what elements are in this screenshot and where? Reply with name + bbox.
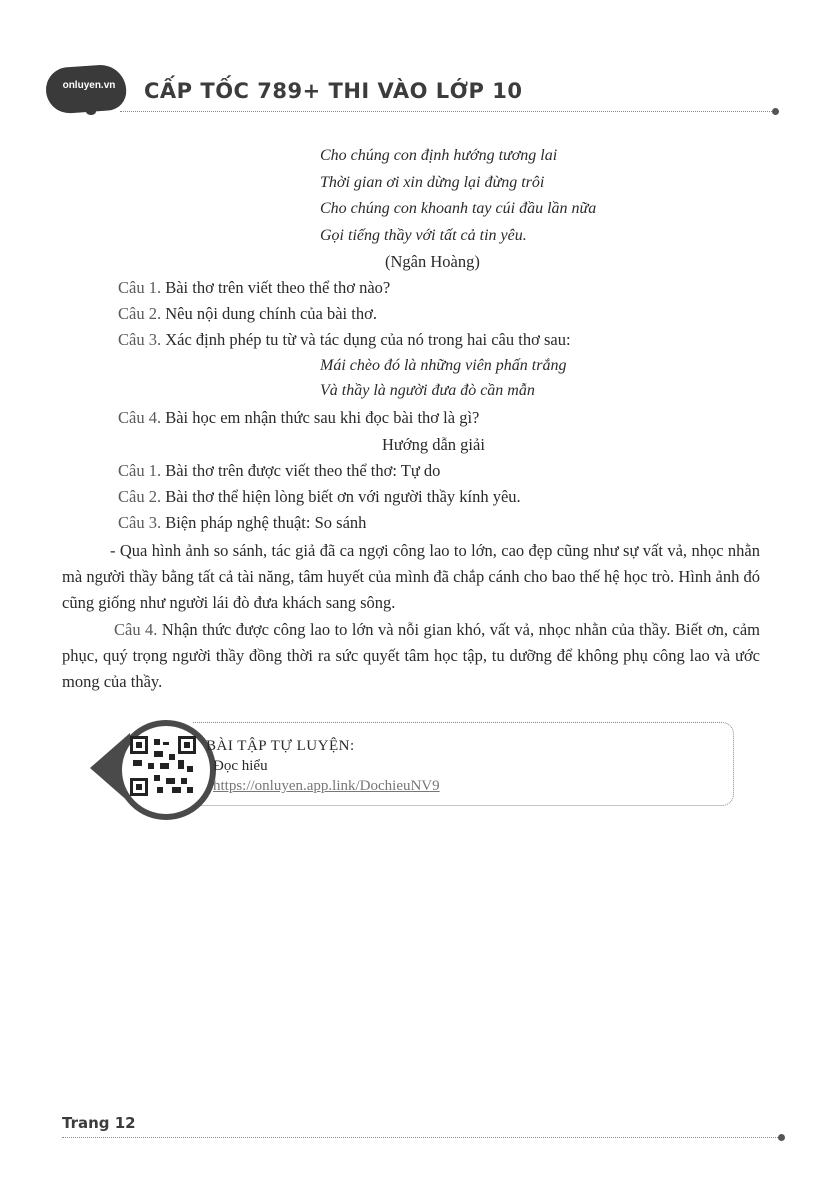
book-title: CẤP TỐC 789+ THI VÀO LỚP 10 — [144, 79, 523, 103]
answer-text: Biện pháp nghệ thuật: So sánh — [165, 513, 367, 532]
answer-3-explanation: - Qua hình ảnh so sánh, tác giả đã ca ngợi công lao to lớn, cao đẹp cũng như sự vất vả, nhọc nhằn mà người thầy bằng tất cả tài năng, tâm huyết của mình đã chắp cánh cho bao thế hệ học trò. Hình ảnh đó cũng giống như người lái đò đưa khách sang sông. — [62, 541, 760, 612]
practice-title: BÀI TẬP TỰ LUYỆN: — [206, 738, 355, 754]
practice-link[interactable]: https://onluyen.app.link/DochieuNV9 — [213, 778, 440, 794]
answer-label: Câu 2. — [118, 487, 162, 506]
question-3 — [118, 330, 571, 350]
header-divider — [120, 111, 772, 112]
answer-text: Bài thơ trên được viết theo thể thơ: Tự do — [165, 461, 441, 480]
quoted-poem-line: Và thầy là người đưa đò cần mẫn — [320, 382, 535, 399]
question-label: Câu 1. — [118, 278, 162, 297]
question-text: Bài thơ trên viết theo thể thơ nào? — [165, 278, 391, 297]
qr-code-icon[interactable] — [130, 736, 196, 796]
page-header — [0, 0, 835, 120]
footer-divider-dot — [778, 1134, 785, 1141]
answer-label: Câu 4. — [114, 620, 158, 639]
footer-divider — [62, 1137, 778, 1138]
header-divider-dot — [772, 108, 779, 115]
question-label: Câu 4. — [118, 408, 162, 427]
question-text: Xác định phép tu từ và tác dụng của nó trong hai câu thơ sau: — [165, 330, 571, 349]
answer-2 — [118, 487, 521, 507]
practice-subtitle: Đọc hiểu — [213, 758, 268, 774]
quoted-poem-line: Mái chèo đó là những viên phấn trắng — [320, 357, 567, 374]
question-1 — [118, 278, 390, 298]
answer-label: Câu 1. — [118, 461, 162, 480]
answer-3 — [118, 513, 366, 533]
answer-1 — [118, 461, 440, 481]
question-text: Nêu nội dung chính của bài thơ. — [165, 304, 377, 323]
poem-line: Cho chúng con định hướng tương lai — [320, 147, 558, 164]
question-label: Câu 2. — [118, 304, 162, 323]
logo-drop-decoration — [86, 108, 96, 115]
brand-logo-text: onluyen.vn — [62, 80, 116, 91]
poem-line: Thời gian ơi xin dừng lại đừng trôi — [320, 174, 545, 191]
poem-line: Cho chúng con khoanh tay cúi đầu lần nữa — [320, 200, 597, 217]
question-4 — [118, 408, 479, 428]
page-number: Trang 12 — [62, 1114, 136, 1132]
answer-4 — [62, 617, 760, 695]
answer-text: Nhận thức được công lao to lớn và nỗi gian khó, vất vả, nhọc nhằn của thầy. Biết ơn, cảm phục, quý trọng người thầy đồng thời ra sức quyết tâm học tập, tu dưỡng để không phụ công lao và ước mong của thầy. — [62, 620, 761, 691]
guide-heading: Hướng dẫn giải — [382, 435, 485, 454]
answer-label: Câu 3. — [118, 513, 162, 532]
answer-text: Bài thơ thể hiện lòng biết ơn với người thầy kính yêu. — [165, 487, 521, 506]
poem-line: Gọi tiếng thầy với tất cả tin yêu. — [320, 227, 527, 244]
question-2 — [118, 304, 377, 324]
question-text: Bài học em nhận thức sau khi đọc bài thơ là gì? — [165, 408, 480, 427]
poem-author: (Ngân Hoàng) — [385, 252, 480, 271]
question-label: Câu 3. — [118, 330, 162, 349]
